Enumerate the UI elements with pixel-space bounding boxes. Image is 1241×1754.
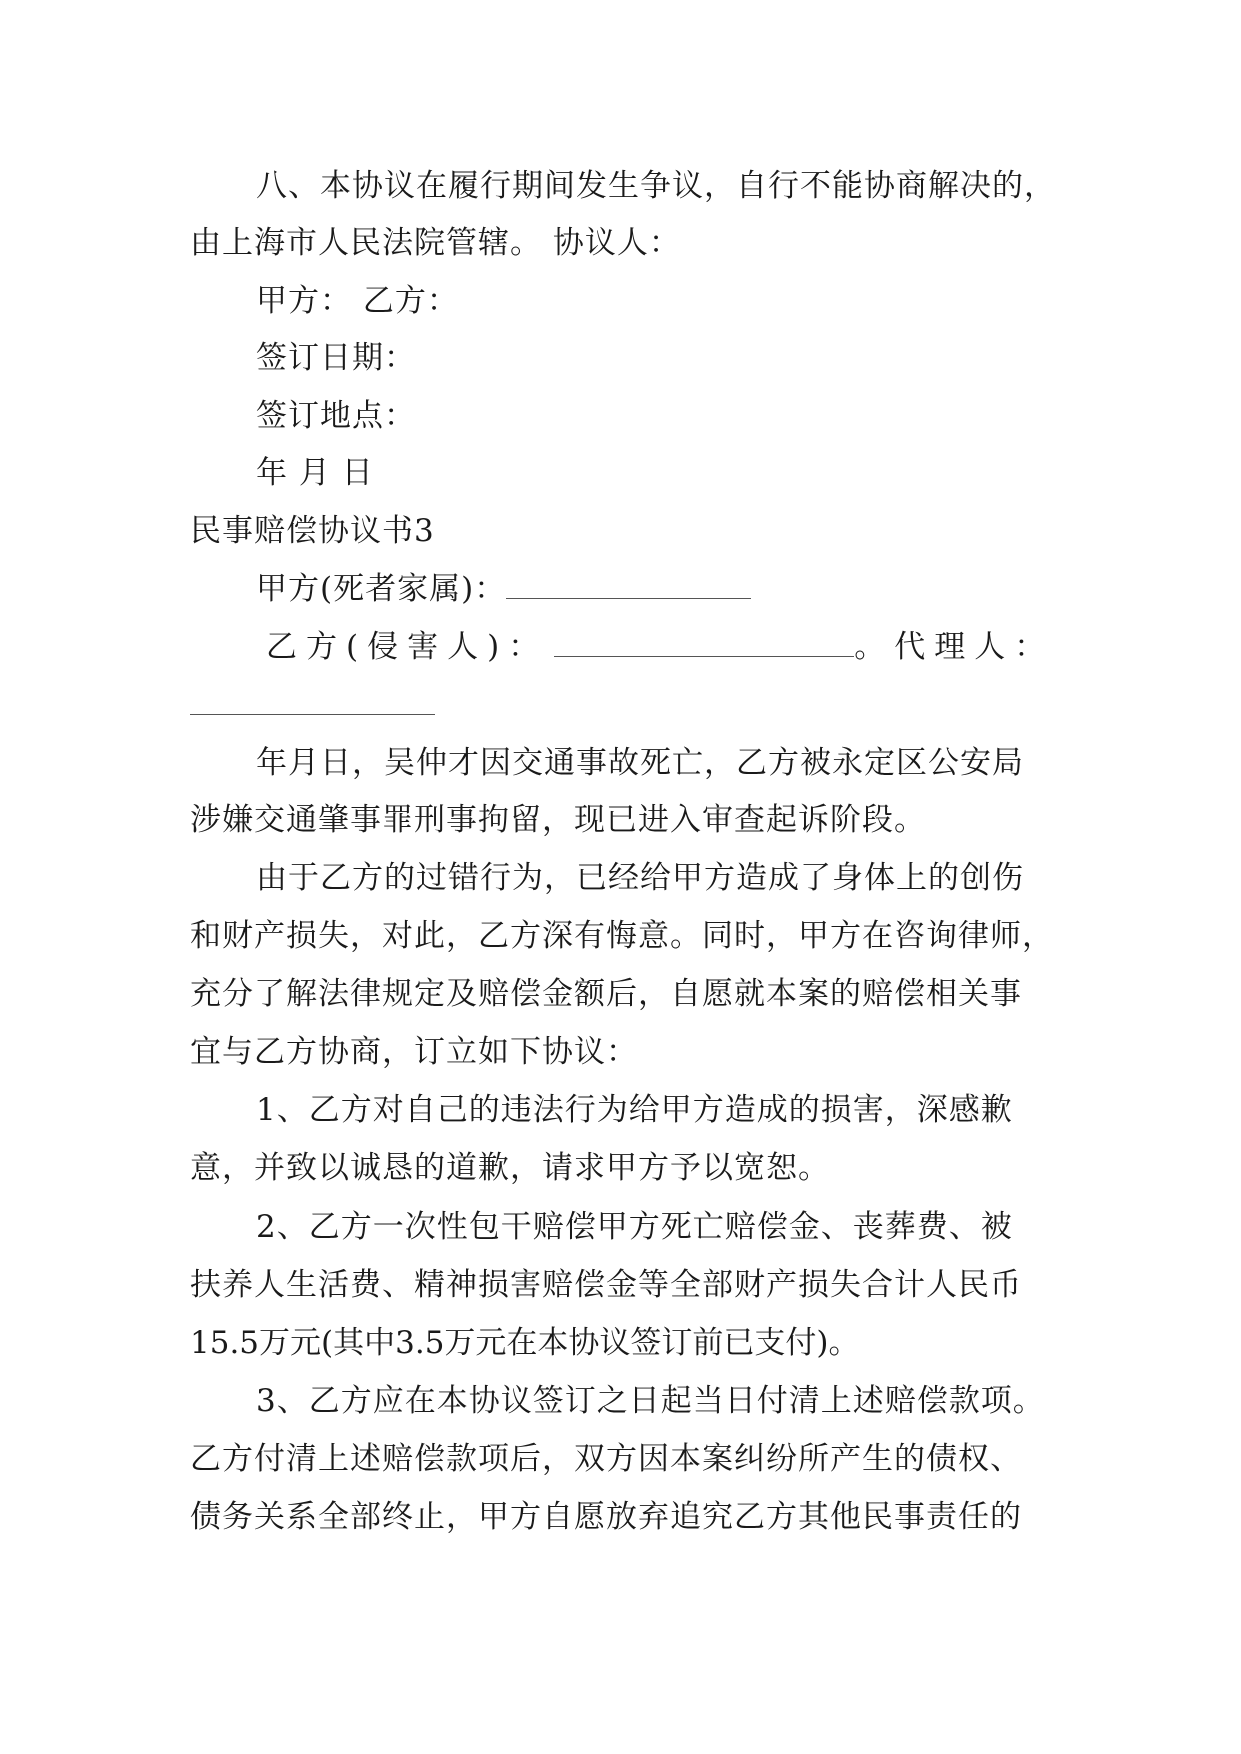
party-a-line xyxy=(256,569,751,609)
party-a-label: 甲方(死者家属)： xyxy=(256,571,507,607)
agent-label: 。代理人： xyxy=(854,629,1055,665)
clause-1-line: 意，并致以诚恳的道歉，请求甲方予以宽恕。 xyxy=(190,1150,830,1186)
party-b-label: 乙方(侵害人)： xyxy=(266,629,549,665)
paragraph-line: 和财产损失，对此，乙方深有悔意。同时，甲方在咨询律师， xyxy=(190,918,1054,954)
section-title: 民事赔偿协议书3 xyxy=(190,513,435,549)
clause-1-line: 1、乙方对自己的违法行为给甲方造成的损害，深感歉 xyxy=(256,1092,1013,1128)
agent-blank xyxy=(190,714,435,715)
party-a-blank xyxy=(506,572,751,599)
paragraph-line: 由上海市人民法院管辖。 协议人： xyxy=(190,225,681,261)
paragraph-line: 充分了解法律规定及赔偿金额后，自愿就本案的赔偿相关事 xyxy=(190,976,1022,1012)
clause-3-line: 债务关系全部终止，甲方自愿放弃追究乙方其他民事责任的 xyxy=(190,1499,1022,1535)
signing-place-label: 签订地点： xyxy=(256,398,416,434)
party-b-line xyxy=(266,627,1054,667)
clause-2-line: 扶养人生活费、精神损害赔偿金等全部财产损失合计人民币 xyxy=(190,1267,1022,1303)
paragraph-line: 年月日，吴仲才因交通事故死亡，乙方被永定区公安局 xyxy=(256,745,1024,781)
paragraph-line: 涉嫌交通肇事罪刑事拘留，现已进入审查起诉阶段。 xyxy=(190,802,926,838)
party-line: 甲方： 乙方： xyxy=(256,283,459,319)
clause-3-line: 3、乙方应在本协议签订之日起当日付清上述赔偿款项。 xyxy=(256,1383,1045,1419)
paragraph-line: 由于乙方的过错行为，已经给甲方造成了身体上的创伤 xyxy=(256,860,1024,896)
date-placeholder: 年 月 日 xyxy=(256,455,374,491)
clause-2-line: 15.5万元(其中3.5万元在本协议签订前已支付)。 xyxy=(190,1325,860,1361)
paragraph-line: 八、本协议在履行期间发生争议，自行不能协商解决的， xyxy=(256,168,1056,204)
signing-date-label: 签订日期： xyxy=(256,340,416,376)
party-b-blank xyxy=(554,630,854,657)
clause-3-line: 乙方付清上述赔偿款项后，双方因本案纠纷所产生的债权、 xyxy=(190,1441,1022,1477)
clause-2-line: 2、乙方一次性包干赔偿甲方死亡赔偿金、丧葬费、被 xyxy=(256,1209,1013,1245)
paragraph-line: 宜与乙方协商，订立如下协议： xyxy=(190,1034,638,1070)
